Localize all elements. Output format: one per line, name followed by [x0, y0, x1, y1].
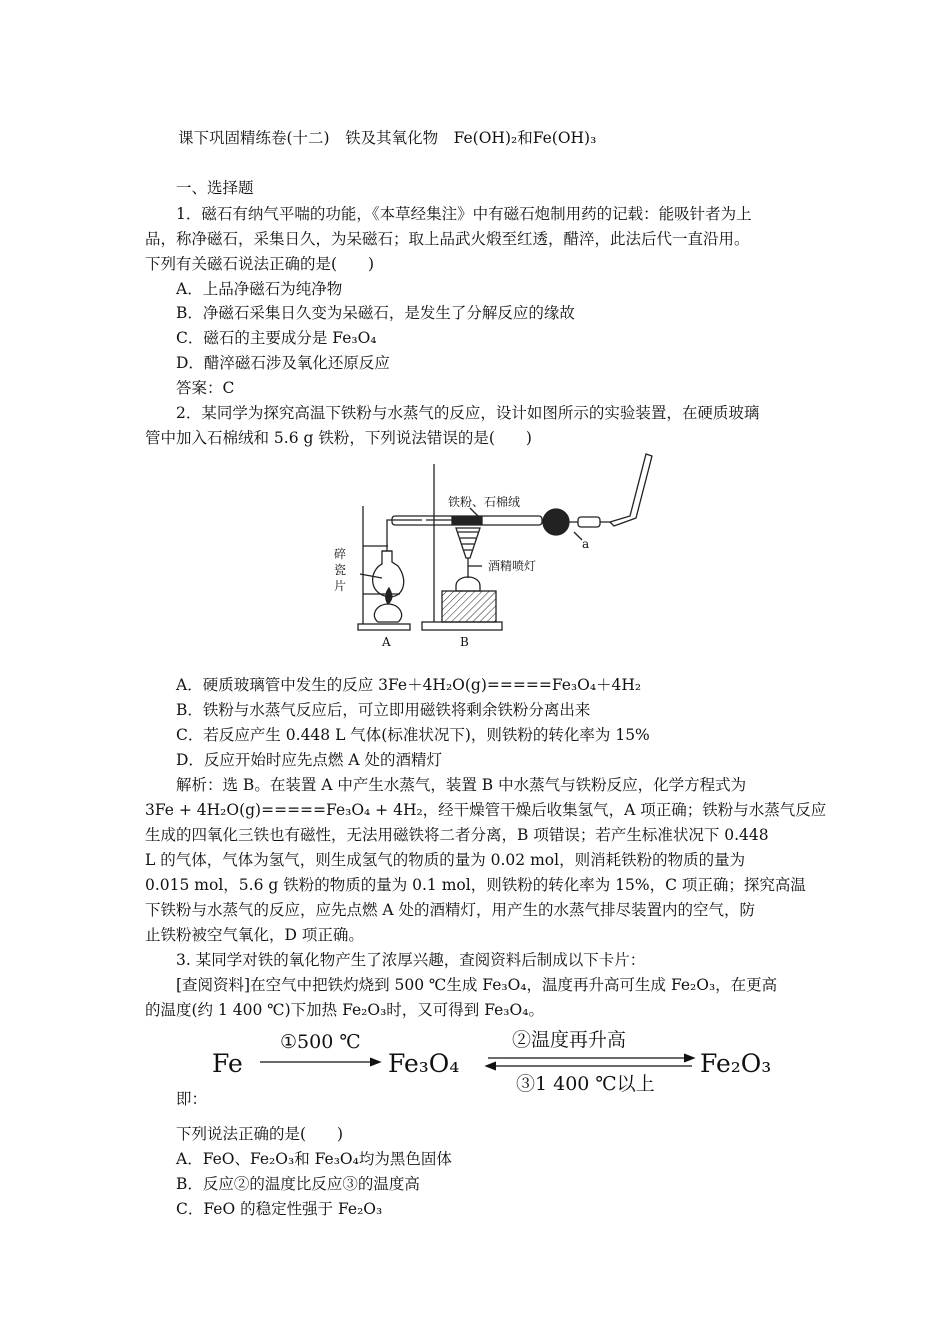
scheme-step-2: ②温度再升高 — [512, 1029, 627, 1051]
q2-explanation-line-4: L 的气体，气体为氢气，则生成氢气的物质的量为 0.02 mol，则消耗铁粉的物质的量为 — [145, 851, 746, 869]
q3-info-line-2: 的温度(约 1 400 ℃)下加热 Fe₂O₃时，又可得到 Fe₃O₄。 — [145, 1001, 544, 1019]
q3-ji: 即： — [176, 1090, 208, 1108]
spray-lamp-b — [456, 577, 480, 591]
q2-explanation-line-7: 止铁粉被空气氧化，D 项正确。 — [145, 926, 364, 944]
scheme-step-1: ①500 ℃ — [280, 1031, 361, 1053]
q2-explanation-line-3: 生成的四氧化三铁也有磁性，无法用磁铁将二者分离，B 项错误；若产生标准状况下 0.448 — [145, 826, 769, 844]
q2-option-d: D．反应开始时应先点燃 A 处的酒精灯 — [176, 751, 442, 769]
q2-option-a: A．硬质玻璃管中发生的反应 3Fe＋4H₂O(g)=====Fe₃O₄＋4H₂ — [176, 676, 642, 694]
q2-explanation-line-5: 0.015 mol，5.6 g 铁粉的物质的量为 0.1 mol，则铁粉的转化率为 15%，C 项正确；探究高温 — [145, 876, 806, 894]
q3-option-a: A．FeO、Fe₂O₃和 Fe₃O₄均为黑色固体 — [176, 1150, 452, 1168]
q1-option-d: D．醋淬磁石涉及氧化还原反应 — [176, 354, 390, 372]
q2-explanation-line-2: 3Fe + 4H₂O(g)=====Fe₃O₄ + 4H₂，经干燥管干燥后收集氢气，A 项正确；铁粉与水蒸气反应 — [145, 801, 827, 819]
q2-explanation-line-1: 解析：选 B。在装置 A 中产生水蒸气，装置 B 中水蒸气与铁粉反应，化学方程式为 — [176, 776, 747, 794]
q3-option-c: C．FeO 的稳定性强于 Fe₂O₃ — [176, 1200, 383, 1218]
label-porcelain-2: 瓷 — [334, 563, 347, 577]
alcohol-lamp-a — [374, 604, 401, 622]
q3-option-b: B．反应②的温度比反应③的温度高 — [176, 1175, 420, 1193]
q3-question: 下列说法正确的是( ) — [176, 1125, 344, 1143]
apparatus-figure — [330, 446, 680, 656]
q3-stem: 3. 某同学对铁的氧化物产生了浓厚兴趣，查阅资料后制成以下卡片： — [176, 951, 646, 969]
q1-stem-line-2: 品，称净磁石，采集日久，为呆磁石；取上品武火煅至红透，醋淬，此法后代一直沿用。 — [145, 230, 750, 248]
stand-a-base — [358, 624, 410, 630]
label-porcelain-3: 片 — [334, 579, 347, 593]
section-heading: 一、选择题 — [176, 179, 254, 197]
scheme-fe3o4: Fe₃O₄ — [388, 1049, 460, 1078]
q2-stem-line-1: 2．某同学为探究高温下铁粉与水蒸气的反应，设计如图所示的实验装置，在硬质玻璃 — [176, 404, 760, 422]
q2-option-c: C．若反应产生 0.448 L 气体(标准状况下)，则铁粉的转化率为 15% — [176, 726, 650, 744]
q1-stem-line-3: 下列有关磁石说法正确的是( ) — [145, 255, 375, 273]
label-A: A — [382, 635, 391, 649]
label-B: B — [460, 635, 469, 649]
label-iron-asbestos: 铁粉、石棉绒 — [448, 495, 521, 509]
q1-stem-line-1: 1．磁石有纳气平喘的功能，《本草经集注》中有磁石炮制用药的记载：能吸针者为上 — [176, 205, 752, 223]
q2-stem-line-2: 管中加入石棉绒和 5.6 g 铁粉，下列说法错误的是( ) — [145, 429, 532, 447]
scheme-fe2o3: Fe₂O₃ — [700, 1049, 772, 1078]
scheme-fe: Fe — [212, 1049, 243, 1078]
scheme-step-3: ③1 400 ℃以上 — [516, 1073, 655, 1095]
label-a: a — [582, 537, 590, 551]
label-porcelain-1: 碎 — [334, 547, 347, 561]
q3-info-line-1: [查阅资料]在空气中把铁灼烧到 500 ℃生成 Fe₃O₄，温度再升高可生成 Fe₂O₃，在更高 — [176, 976, 778, 994]
q1-option-a: A．上品净磁石为纯净物 — [176, 280, 343, 298]
q2-option-b: B．铁粉与水蒸气反应后，可立即用磁铁将剩余铁粉分离出来 — [176, 701, 591, 719]
collection-tube — [610, 454, 652, 526]
reaction-scheme — [200, 1022, 800, 1097]
q1-option-c: C．磁石的主要成分是 Fe₃O₄ — [176, 329, 377, 347]
label-spray-lamp: 酒精喷灯 — [488, 559, 537, 573]
q2-explanation-line-6: 下铁粉与水蒸气的反应，应先点燃 A 处的酒精灯，用产生的水蒸气排尽装置内的空气，防 — [145, 901, 756, 919]
page-title: 课下巩固精练卷(十二) 铁及其氧化物 Fe(OH)₂和Fe(OH)₃ — [178, 129, 597, 147]
q1-answer: 答案：C — [176, 379, 235, 397]
drying-tube-bulb — [543, 509, 569, 535]
q1-option-b: B．净磁石采集日久变为呆磁石，是发生了分解反应的缘故 — [176, 304, 575, 322]
